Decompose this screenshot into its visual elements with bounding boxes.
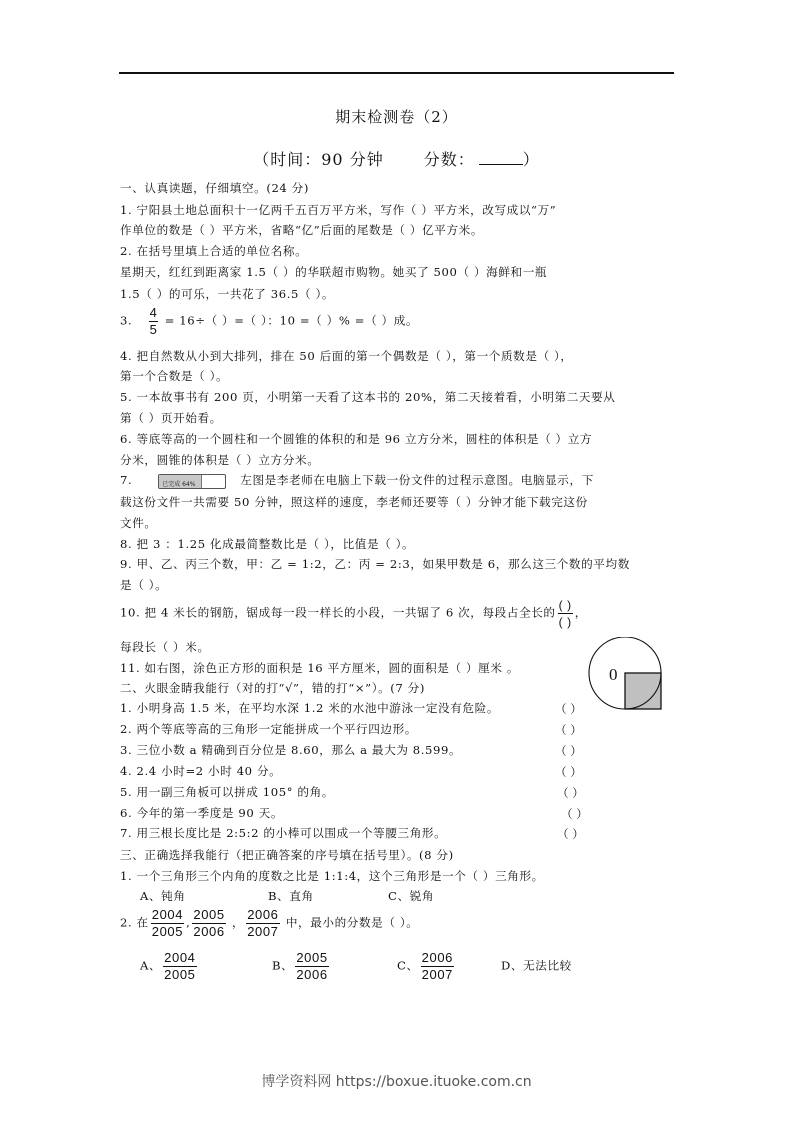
section2-heading: 二、火眼金睛我能行（对的打“√”，错的打“×”）。(7 分) <box>120 681 425 695</box>
close-paren: ） <box>522 150 540 169</box>
q10-frac-numerator: ( ) <box>558 598 572 612</box>
mc-q2-option-c[interactable] <box>397 950 501 983</box>
tf-item-3 <box>120 743 676 757</box>
option-fraction <box>295 950 328 983</box>
q7-line2: 载这份文件一共需要 50 分钟，照这样的速度，李老师还要等（ ）分钟才能下载完这份 <box>120 495 588 509</box>
tf-item-6-text: 6. 今年的第一季度是 90 天。 <box>120 806 284 820</box>
q2-line3: 1.5（ ）的可乐，一共花了 36.5（ ）。 <box>120 287 335 301</box>
mc-q2-fraction-2 <box>192 907 225 940</box>
tf-item-1-text: 1. 小明身高 1.5 米，在平均水深 1.2 米的水池中游泳一定没有危险。 <box>120 701 500 715</box>
tf-item-4 <box>120 764 676 778</box>
header-rule <box>119 72 674 74</box>
tf-item-7-text: 7. 用三根长度比是 2:5:2 的小棒可以围成一个等腰三角形。 <box>120 826 447 840</box>
q9-line2: 是（ ）。 <box>120 578 168 592</box>
progress-label: 已完成 64% <box>162 480 196 488</box>
frac-den: 2006 <box>193 924 225 939</box>
q3-fraction <box>149 305 159 338</box>
q8-line1: 8. 把 3 ：1.25 化成最简整数比是（ ），比值是（ ）。 <box>120 537 415 551</box>
mc-q2-prefix: 2. 在 <box>120 915 149 930</box>
q5-line2: 第（ ）页开始看。 <box>120 411 222 425</box>
q7-line1: 左图是李老师在电脑上下载一份文件的过程示意图。电脑显示，下 <box>240 473 594 487</box>
frac-num: 2004 <box>164 950 196 965</box>
tf-item-3-answer[interactable]: （ ） <box>555 744 582 758</box>
download-progress-bar <box>158 474 226 489</box>
q9-line1: 9. 甲、乙、丙三个数，甲：乙 = 1:2，乙：丙 = 2:3，如果甲数是 6，那么这三个数的平均数 <box>120 557 630 571</box>
q7-line1-row <box>120 472 676 489</box>
section1-heading: 一、认真读题，仔细填空。(24 分) <box>120 181 310 195</box>
q3 <box>120 305 676 338</box>
q7-number: 7. <box>120 473 133 487</box>
tf-item-2-answer[interactable]: （ ） <box>555 723 582 737</box>
mc-q1-option-a[interactable]: A、钝角 <box>140 889 186 903</box>
mc-q2-row: 2. 在 $\frac{2004}{2005}$ , $\frac{2005}{2006}$ ， $\frac{2006}{2007}$ 中，最小的分数是（ ）。 <box>120 907 419 939</box>
tf-item-7-answer[interactable]: （ ） <box>557 827 584 841</box>
q1-line1: 1. 宁阳县土地总面积十一亿两千五百万平方米，写作（ ）平方米，改写成以“万” <box>120 203 557 217</box>
q10-suffix: ， <box>574 605 587 620</box>
q7-line3: 文件。 <box>120 516 157 530</box>
q3-number: 3. <box>120 313 133 328</box>
page-title: 期末检测卷（2） <box>335 108 458 126</box>
option-fraction <box>163 950 196 983</box>
mc-q1-option-b[interactable]: B、直角 <box>268 889 314 903</box>
tf-item-2 <box>120 722 676 736</box>
q3-rest: = 16÷（ ）=（ ）：10 =（ ）% =（ ）成。 <box>164 313 419 328</box>
center-label: 0 <box>609 665 618 684</box>
tf-item-4-text: 4. 2.4 小时=2 小时 40 分。 <box>120 764 282 778</box>
q2-line2: 星期天，红红到距离家 1.5（ ）的华联超市购物。她买了 500（ ）海鲜和一瓶 <box>120 265 548 279</box>
tf-item-2-text: 2. 两个等底等高的三角形一定能拼成一个平行四边形。 <box>120 722 418 736</box>
q3-frac-numerator: 4 <box>149 305 158 320</box>
q10-line1-row <box>120 597 676 630</box>
score-label: 分数： <box>423 150 475 169</box>
frac-num: 2006 <box>247 907 279 922</box>
score-blank[interactable] <box>479 151 523 165</box>
mc-q1-text: 1. 一个三角形三个内角的度数之比是 1:1:4，这个三角形是一个（ ）三角形。 <box>120 869 544 883</box>
q4-line1: 4. 把自然数从小到大排列，排在 50 后面的第一个偶数是（ ），第一个质数是（ ）， <box>120 349 573 363</box>
tf-item-4-answer[interactable]: （ ） <box>555 765 582 779</box>
frac-den: 2006 <box>296 967 328 982</box>
mc-q2-option-d[interactable]: D、无法比较 <box>501 958 572 973</box>
tf-item-5-answer[interactable]: （ ） <box>557 786 584 800</box>
option-label: C、 <box>397 958 419 973</box>
q10-line2: 每段长（ ）米。 <box>120 640 210 654</box>
q10-fraction <box>558 597 573 630</box>
frac-num: 2004 <box>151 907 184 922</box>
time-label: （时间：90 分钟 <box>253 150 384 169</box>
tf-item-6-answer[interactable]: （ ） <box>561 807 588 821</box>
q6-line1: 6. 等底等高的一个圆柱和一个圆锥的体积的和是 96 立方分米，圆柱的体积是（ ）立方 <box>120 432 593 446</box>
footer-watermark: 博学资料网 https://boxue.ituoke.com.cn <box>261 1074 532 1090</box>
tf-item-5-text: 5. 用一副三角板可以拼成 105° 的角。 <box>120 785 334 799</box>
q10-line1: 10. 把 4 米长的钢筋，锯成每一段一样长的小段，一共锯了 6 次，每段占全长的 <box>120 605 556 620</box>
section3-heading: 三、正确选择我能行（把正确答案的序号填在括号里）。(8 分) <box>120 848 454 862</box>
q4-line2: 第一个合数是（ ）。 <box>120 369 229 383</box>
mc-q2-option-a[interactable] <box>140 950 272 983</box>
q1-line2: 作单位的数是（ ）平方米，省略“亿”后面的尾数是（ ）亿平方米。 <box>120 223 484 237</box>
q10-frac-denominator: ( ) <box>558 615 572 629</box>
option-fraction <box>421 950 454 983</box>
tf-item-3-text: 3. 三位小数 a 精确到百分位是 8.60，那么 a 最大为 8.599。 <box>120 743 462 757</box>
tf-item-1 <box>120 701 676 715</box>
frac-den: 2005 <box>164 967 196 982</box>
mc-q2-fraction-3 <box>246 907 279 940</box>
tf-item-7 <box>120 826 676 840</box>
tf-item-6 <box>120 806 676 820</box>
option-label: B、 <box>272 958 294 973</box>
mc-q2-fraction-1 <box>151 907 184 940</box>
frac-den: 2005 <box>151 924 184 939</box>
mc-q1-options <box>140 889 696 903</box>
mc-q2-options <box>140 950 696 983</box>
tf-item-1-answer[interactable]: （ ） <box>555 702 582 716</box>
q2-line1: 2. 在括号里填上合适的单位名称。 <box>120 244 308 258</box>
frac-num: 2005 <box>296 950 328 965</box>
q5-line1: 5. 一本故事书有 200 页，小明第一天看了这本书的 20%，第二天接着看，小明第二天要从 <box>120 390 616 404</box>
tf-item-5 <box>120 785 676 799</box>
mc-q1-option-c[interactable]: C、锐角 <box>388 889 435 903</box>
mc-q2-suffix: 中，最小的分数是（ ）。 <box>285 915 419 930</box>
q6-line2: 分米，圆锥的体积是（ ）立方分米。 <box>120 453 320 467</box>
exam-info <box>0 147 793 170</box>
frac-num: 2006 <box>421 950 453 965</box>
option-label: A、 <box>140 958 162 973</box>
frac-num: 2005 <box>193 907 225 922</box>
q3-frac-denominator: 5 <box>149 322 158 337</box>
mc-q2-option-b[interactable] <box>272 950 397 983</box>
frac-den: 2007 <box>247 924 279 939</box>
q11-line1: 11. 如右图，涂色正方形的面积是 16 平方厘米，圆的面积是（ ）厘米 。 <box>120 661 520 675</box>
frac-den: 2007 <box>421 967 453 982</box>
